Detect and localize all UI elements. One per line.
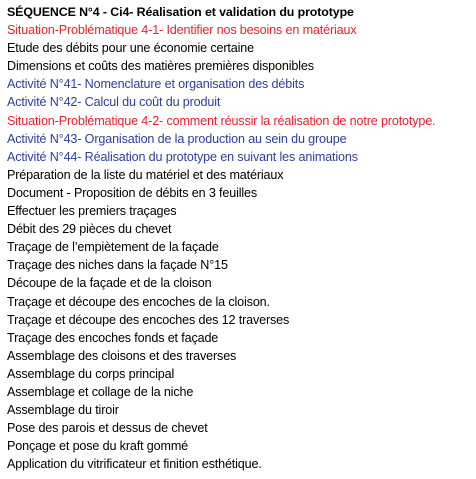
task-line: Pose des parois et dessus de chevet [7,421,208,436]
task-line: Débit des 29 pièces du chevet [7,222,172,237]
task-line: Assemblage et collage de la niche [7,384,194,399]
sequence-lines [7,21,472,473]
activity-line: Activité N°41- Nomenclature et organisation des débits [7,77,305,92]
sequence-document [7,3,472,473]
problem-situation-line: Situation-Problématique 4-1- Identifier nos besoins en matériaux [7,23,357,38]
problem-situation-line: Situation-Problématique 4-2- comment réussir la réalisation de notre prototype. [7,113,436,128]
activity-line: Activité N°44- Réalisation du prototype en suivant les animations [7,149,358,164]
task-line: Etude des débits pour une économie certaine [7,41,254,56]
task-line: Traçage et découpe des encoches des 12 traverses [7,312,290,327]
task-line: Dimensions et coûts des matières premières disponibles [7,59,314,74]
task-line: Assemblage du corps principal [7,366,175,381]
activity-line: Activité N°43- Organisation de la production au sein du groupe [7,131,347,146]
task-line: Découpe de la façade et de la cloison [7,276,212,291]
task-line: Effectuer les premiers traçages [7,204,177,219]
sequence-heading: SÉQUENCE N°4 - Ci4- Réalisation et validation du prototype [7,5,354,19]
task-line: Préparation de la liste du matériel et des matériaux [7,167,284,182]
task-line: Assemblage du tiroir [7,403,119,418]
task-line: Traçage de l’empiètement de la façade [7,240,219,255]
task-line: Traçage des encoches fonds et façade [7,330,219,345]
task-line: Document - Proposition de débits en 3 feuilles [7,185,258,200]
task-line: Ponçage et pose du kraft gommé [7,439,189,454]
task-line: Assemblage des cloisons et des traverses [7,348,237,363]
task-line: Traçage et découpe des encoches de la cloison. [7,294,270,309]
task-line: Traçage des niches dans la façade N°15 [7,258,228,273]
task-line: Application du vitrificateur et finition esthétique. [7,457,262,472]
activity-line: Activité N°42- Calcul du coût du produit [7,95,221,110]
